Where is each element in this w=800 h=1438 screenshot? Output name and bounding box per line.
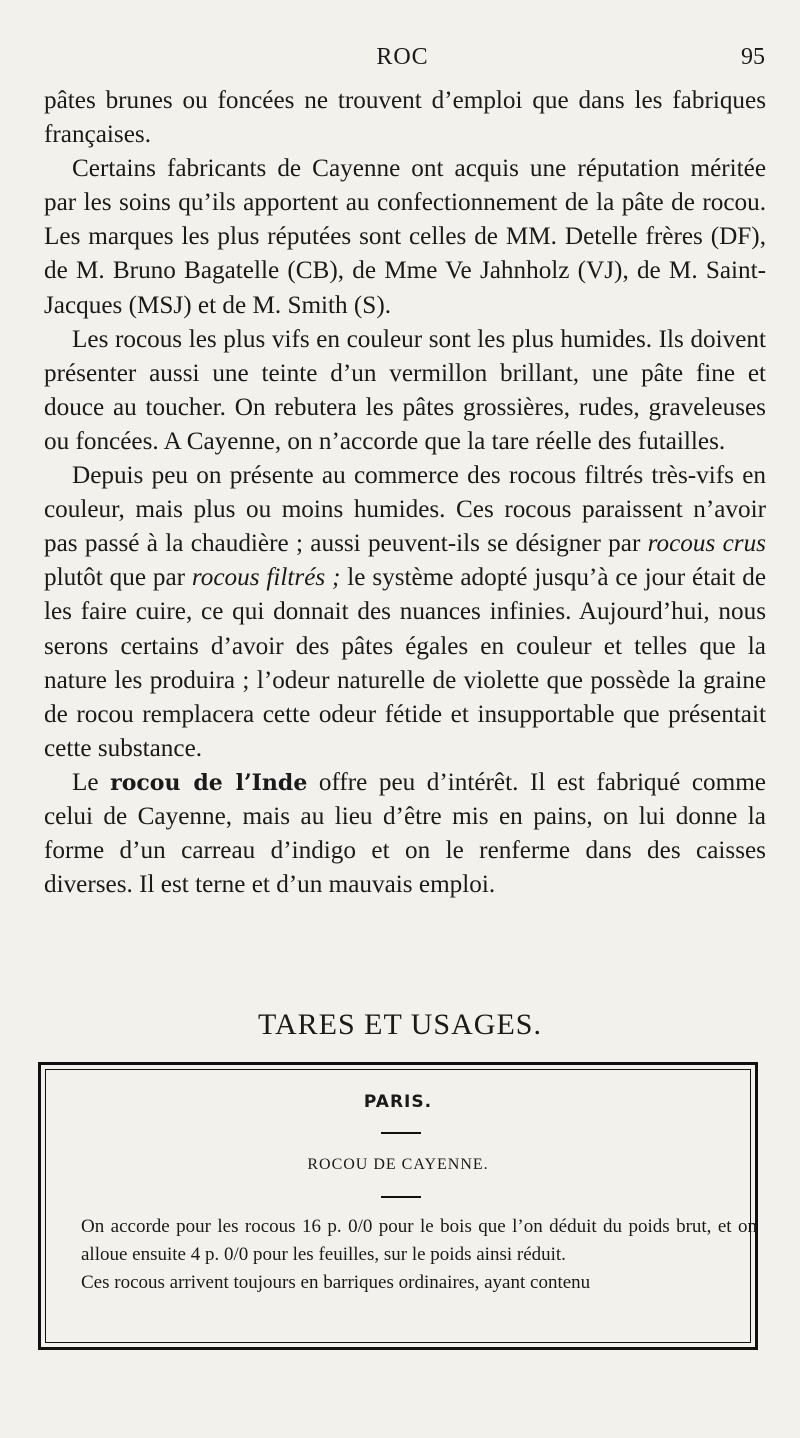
body-text bbox=[44, 84, 766, 902]
paragraph-4-part-c: le système adopté jusqu’à ce jour était de les faire cuire, ce qui donnait des nuances infinies. Aujourd’hui, nous serons certains d’avoir des pâtes égales en couleur et telles que la nature les produira ; l’odeur naturelle de violette que possède la graine de rocou remplacera cette odeur fétide et insupportable que présentait cette substance. bbox=[44, 564, 767, 762]
page-number: 95 bbox=[741, 44, 765, 70]
running-title: ROC bbox=[376, 44, 429, 70]
paragraph-4 bbox=[44, 459, 766, 766]
tares-box bbox=[38, 1062, 758, 1350]
paragraph-4-part-a: Depuis peu on présente au commerce des rocous filtrés très-vifs en couleur, mais plus ou moins humides. Ces rocous paraissent n’avoir pas passé à la chaudière ; aussi peuvent-ils se désigner par bbox=[44, 462, 766, 558]
box-inner-frame bbox=[45, 1069, 751, 1343]
divider-rule bbox=[381, 1132, 421, 1134]
paragraph-5-part-b: offre peu d’intérêt. Il est fabriqué comme celui de Cayenne, mais au lieu d’être mis en pains, on lui donne la forme d’un carreau d’indigo et on le renferme dans des caisses diverses. Il est terne et d’un mauvais emploi. bbox=[44, 768, 766, 899]
box-city-heading: PARIS. bbox=[363, 1092, 433, 1112]
paragraph-2: Certains fabricants de Cayenne ont acquis une réputation méritée par les soins qu’ils apportent au confectionnement de la pâte de rocou. Les marques les plus réputées sont celles de MM. Detelle frères (DF), de M. Bruno Bagatelle (CB), de Mme Ve Jahnholz (VJ), de M. Saint-Jacques (MSJ) et de M. Smith (S). bbox=[44, 155, 766, 319]
paragraph-3: Les rocous les plus vifs en couleur sont les plus humides. Ils doivent présenter aussi une teinte d’un vermillon brillant, une pâte fine et douce au toucher. On rebutera les pâtes grossières, rudes, graveleuses ou foncées. A Cayenne, on n’accorde que la tare réelle des futailles. bbox=[44, 325, 766, 455]
box-paragraph-1: On accorde pour les rocous 16 p. 0/0 pour le bois que l’on déduit du poids brut, et on alloue ensuite 4 p. 0/0 pour les feuilles, sur le poids ainsi réduit. bbox=[81, 1216, 757, 1265]
paragraph-5-part-a: Le bbox=[72, 768, 111, 796]
paragraph-5 bbox=[44, 766, 766, 902]
box-text bbox=[81, 1213, 757, 1297]
box-paragraph-2: Ces rocous arrivent toujours en barriques ordinaires, ayant contenu bbox=[81, 1272, 591, 1293]
italic-term-rocous-filtres: rocous filtrés ; bbox=[191, 564, 341, 592]
paragraph-4-part-b: plutôt que par bbox=[44, 564, 192, 592]
paragraph-1: pâtes brunes ou foncées ne trouvent d’emploi que dans les fabriques françaises. bbox=[44, 87, 766, 149]
running-head bbox=[40, 40, 765, 76]
divider-rule bbox=[381, 1196, 421, 1198]
box-subheading: ROCOU DE CAYENNE. bbox=[307, 1156, 489, 1173]
italic-term-rocous-crus: rocous crus bbox=[647, 530, 766, 558]
bold-term-rocou-inde: rocou de l’Inde bbox=[110, 769, 308, 796]
section-title: TARES ET USAGES. bbox=[258, 1008, 542, 1041]
